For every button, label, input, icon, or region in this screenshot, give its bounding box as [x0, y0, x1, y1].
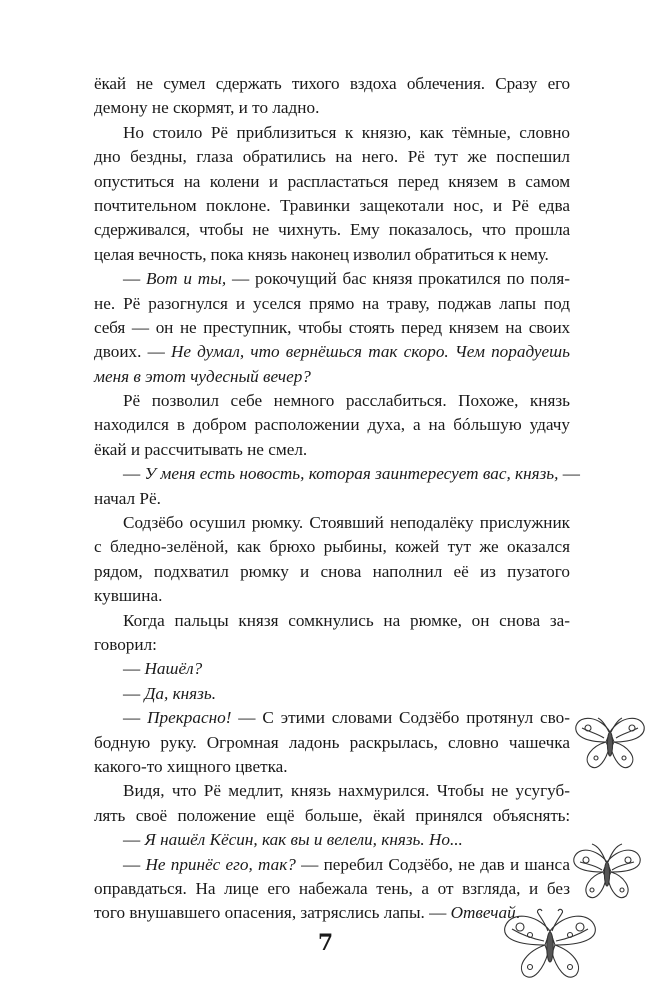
- text-line: почтительном поклоне. Травинки защекотали нос, и Рё едва: [94, 195, 570, 215]
- moth-illustration-icon: [572, 712, 648, 776]
- text-line: — Нашёл?: [123, 659, 203, 679]
- text-line: бодную руку. Огромная ладонь раскрылась, словно чашечка: [94, 732, 570, 752]
- text-line: — Я нашёл Кёсин, как вы и велели, князь. Но...: [123, 830, 463, 850]
- text-line: — Прекрасно! — С этими словами Содзёбо протянул сво-: [123, 708, 570, 728]
- text-line: целая вечность, пока князь наконец изволил обратиться к нему.: [94, 244, 549, 264]
- text-line: какого-то хищного цветка.: [94, 756, 288, 776]
- text-line: — У меня есть новость, которая заинтересует вас, князь, —: [123, 464, 580, 484]
- text-line: демону не скормят, и то ладно.: [94, 98, 320, 118]
- text-line: Содзёбо осушил рюмку. Стоявший неподалёку прислужник: [123, 513, 570, 533]
- body-text: [94, 72, 580, 926]
- text-line: Когда пальцы князя сомкнулись на рюмке, он снова за-: [123, 610, 570, 630]
- moth-illustration-icon: [570, 840, 644, 904]
- text-line: с бледно-зелёной, как брюхо рыбины, кожей тут же оказался: [94, 537, 570, 557]
- text-line: двоих. — Не думал, что вернёшься так скоро. Чем порадуешь: [94, 342, 570, 362]
- text-line: меня в этот чудесный вечер?: [94, 366, 311, 386]
- text-line: дно бездны, глаза обратились на него. Рё тут же поспешил: [94, 147, 570, 167]
- text-line: ёкай и рассчитывать не смел.: [94, 439, 308, 459]
- text-line: Рё позволил себе немного расслабиться. Похоже, князь: [123, 391, 570, 411]
- text-line: лять своё положение ещё больше, ёкай принялся объяснять:: [94, 805, 570, 825]
- text-line: сдерживался, чтобы не чихнуть. Ему показалось, что прошла: [94, 220, 570, 240]
- text-line: кувшина.: [94, 586, 163, 606]
- text-line: ёкай не сумел сдержать тихого вздоха облечения. Сразу его: [94, 74, 570, 93]
- text-line: себя — он не преступник, чтобы стоять перед князем на своих: [94, 317, 570, 337]
- text-line: находился в добром расположении духа, а на бóльшую удачу: [94, 415, 570, 435]
- text-line: говорил:: [94, 634, 157, 654]
- text-line: рядом, подхватил рюмку и снова наполнил её из пузатого: [94, 561, 570, 581]
- text-line: того внушавшего опасения, затряслись лапы. — Отвечай.: [94, 903, 520, 923]
- text-line: — Не принёс его, так? — перебил Содзёбо, не дав и шанса: [123, 854, 570, 874]
- text-line: опуститься на колени и распластаться перед князем в самом: [94, 171, 570, 191]
- text-line: оправдаться. На лице его набежала тень, а от взгляда, и без: [94, 878, 570, 898]
- text-line: Видя, что Рё медлит, князь нахмурился. Чтобы не усугуб-: [123, 781, 570, 801]
- text-line: начал Рё.: [94, 488, 161, 508]
- text-line: — Вот и ты, — рокочущий бас князя прокатился по поля-: [123, 269, 571, 289]
- page-number: 7: [317, 930, 334, 956]
- text-line: не. Рё разогнулся и уселся прямо на траву, поджав лапы под: [94, 293, 570, 313]
- text-line: Но стоило Рё приблизиться к князю, как тёмные, словно: [123, 122, 570, 142]
- text-line: — Да, князь.: [123, 683, 216, 703]
